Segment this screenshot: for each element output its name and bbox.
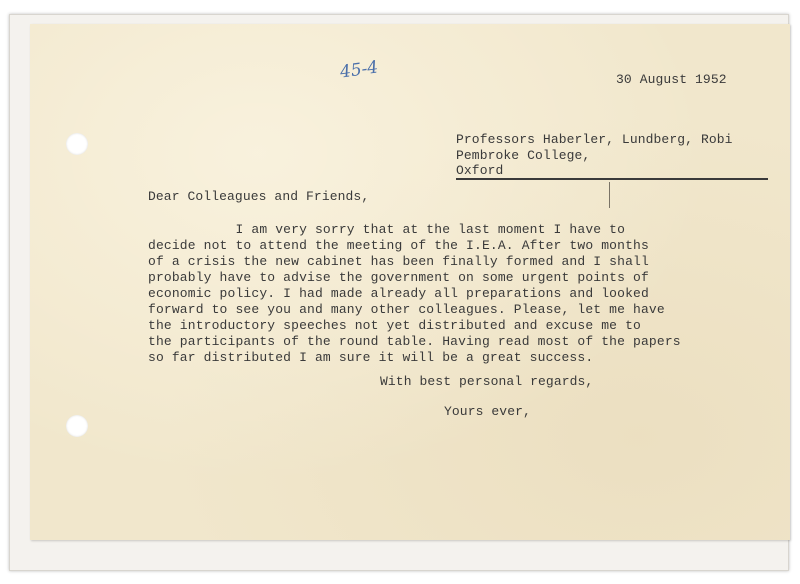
body-line: I am very sorry that at the last moment I have to: [148, 222, 626, 237]
closing-line: With best personal regards,: [380, 374, 594, 389]
body-line: forward to see you and many other colleagues. Please, let me have: [148, 302, 665, 317]
body-line: the introductory speeches not yet distributed and excuse me to: [148, 318, 641, 333]
address-line-1: Professors Haberler, Lundberg, Robi: [456, 132, 733, 147]
signoff-line: Yours ever,: [444, 404, 531, 419]
body-line: the participants of the round table. Having read most of the papers: [148, 334, 681, 349]
body-line: economic policy. I had made already all preparations and looked: [148, 286, 649, 301]
address-line-2: Pembroke College,: [456, 148, 591, 163]
address-underline: [456, 178, 768, 180]
body-line: decide not to attend the meeting of the I.E.A. After two months: [148, 238, 649, 253]
body-line: probably have to advise the government on some urgent points of: [148, 270, 649, 285]
punch-hole-top: [66, 133, 88, 155]
letter-date: 30 August 1952: [616, 72, 727, 87]
handwritten-archive-number: 45-4: [338, 57, 380, 83]
salutation: Dear Colleagues and Friends,: [148, 189, 370, 204]
body-line: of a crisis the new cabinet has been finally formed and I shall: [148, 254, 649, 269]
address-line-3: Oxford: [456, 163, 504, 178]
punch-hole-bottom: [66, 415, 88, 437]
body-line: so far distributed I am sure it will be a great success.: [148, 350, 594, 365]
pencil-mark: [609, 182, 610, 208]
